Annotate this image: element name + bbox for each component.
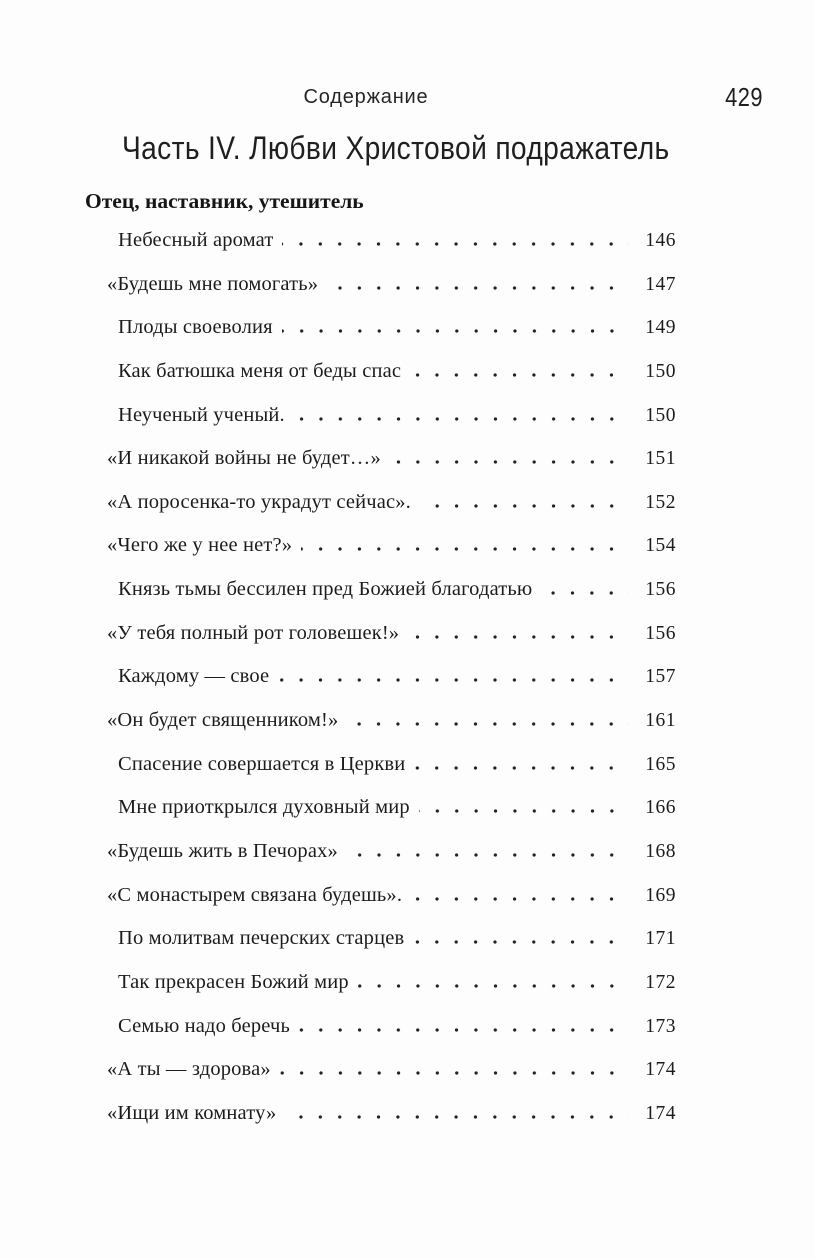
toc-entry-page-number: 171	[645, 928, 676, 950]
toc-entry-title: «Будешь жить в Печорах»	[107, 839, 338, 862]
part-title: Часть IV. Любви Христовой подражатель	[122, 130, 670, 166]
toc-entry-page-number: 150	[645, 360, 676, 382]
dot-leader	[299, 1028, 629, 1032]
toc-entry-page-number: 154	[645, 535, 676, 557]
toc-entry	[107, 1092, 676, 1136]
toc-entry-page-number: 150	[645, 404, 676, 426]
toc-entry-title: Плоды своеволия	[118, 316, 273, 339]
toc-entry	[118, 350, 676, 394]
dot-leader	[541, 591, 629, 595]
dot-leader	[390, 460, 629, 464]
toc-entry-title: Как батюшка меня от беды спас	[118, 359, 402, 382]
toc-entry-page-number: 173	[645, 1015, 676, 1037]
toc-entry-title: По молитвам печерских старцев	[118, 927, 405, 950]
toc-entry-title: Мне приоткрылся духовный мир	[118, 796, 410, 819]
toc-entry-title: «С монастырем связана будешь».	[107, 883, 403, 906]
dot-leader	[285, 1115, 629, 1119]
toc-entry-page-number: 156	[645, 579, 676, 601]
toc-entry-title: Семью надо беречь	[118, 1014, 290, 1037]
toc-entry	[107, 699, 676, 743]
toc-entry-page-number: 168	[645, 840, 676, 862]
toc-entry-title: «И никакой войны не будет…»	[107, 447, 381, 470]
toc-entry-page-number: 174	[645, 1102, 676, 1124]
toc-entry	[107, 830, 676, 874]
dot-leader	[358, 984, 629, 988]
toc-entry-title: Неученый ученый.	[118, 403, 285, 426]
toc-entry-title: Спасение совершается в Церкви	[118, 752, 406, 775]
toc-entry-title: «Ищи им комнату»	[107, 1101, 277, 1124]
dot-leader	[347, 853, 629, 857]
dot-leader	[282, 242, 629, 246]
folio-page-number: 429	[725, 82, 763, 112]
toc-entry	[118, 917, 676, 961]
toc-entry-title: «У тебя полный рот головешек!»	[107, 621, 400, 644]
dot-leader	[327, 286, 629, 290]
dot-leader	[294, 417, 629, 421]
toc-entry-page-number: 161	[645, 710, 676, 732]
dot-leader	[419, 809, 629, 813]
toc-entry	[107, 1048, 676, 1092]
toc-entry-page-number: 169	[645, 884, 676, 906]
toc-entry	[118, 394, 676, 438]
toc-entry-page-number: 146	[645, 230, 676, 251]
toc-entry-page-number: 152	[645, 491, 676, 513]
toc-entry-title: «Будешь мне помогать»	[107, 272, 319, 295]
dot-leader	[414, 766, 629, 770]
dot-leader	[282, 329, 629, 333]
toc-entry-title: «Он будет священником!»	[107, 709, 339, 732]
toc-entry	[107, 481, 676, 525]
toc-entry	[107, 524, 676, 568]
toc-entry-page-number: 151	[645, 448, 676, 470]
dot-leader	[301, 547, 629, 551]
toc-entry	[118, 219, 676, 263]
toc-entry-title: Князь тьмы бессилен пред Божией благодатью	[118, 578, 533, 601]
toc-entry	[118, 961, 676, 1005]
toc-entry-page-number: 147	[645, 273, 676, 295]
dot-leader	[408, 635, 629, 639]
toc-entry	[107, 263, 676, 307]
toc-entry	[118, 655, 676, 699]
toc-entry-page-number: 157	[645, 666, 676, 688]
dot-leader	[413, 940, 629, 944]
toc-entry-page-number: 172	[645, 971, 676, 993]
toc-entry-page-number: 174	[645, 1059, 676, 1081]
toc-entry-title: Так прекрасен Божий мир	[118, 970, 349, 993]
dot-leader	[420, 504, 629, 508]
dot-leader	[280, 1071, 629, 1075]
toc-entry	[118, 306, 676, 350]
toc-entry-page-number: 165	[645, 753, 676, 775]
dot-leader	[278, 678, 629, 682]
toc-entry-page-number: 156	[645, 622, 676, 644]
toc-entry-page-number: 166	[645, 797, 676, 819]
toc-entry	[118, 568, 676, 612]
toc-list	[107, 219, 676, 1135]
toc-entry	[118, 1005, 676, 1049]
toc-entry-page-number: 149	[645, 317, 676, 339]
toc-entry-title: Небесный аромат	[118, 229, 274, 251]
section-heading: Отец, наставник, утешитель	[85, 189, 364, 213]
dot-leader	[347, 722, 629, 726]
toc-entry	[107, 874, 676, 918]
toc-entry	[118, 786, 676, 830]
dot-leader	[411, 897, 629, 901]
running-head: Содержание	[303, 86, 429, 108]
toc-entry-title: «Чего же у нее нет?»	[107, 534, 293, 557]
toc-entry-title: «А поросенка-то украдут сейчас».	[107, 490, 411, 513]
toc-entry	[107, 612, 676, 656]
toc-entry-title: Каждому — свое	[118, 665, 270, 688]
toc-entry	[107, 437, 676, 481]
toc-entry-title: «А ты — здорова»	[107, 1058, 271, 1081]
toc-entry	[118, 743, 676, 787]
dot-leader	[410, 373, 629, 377]
